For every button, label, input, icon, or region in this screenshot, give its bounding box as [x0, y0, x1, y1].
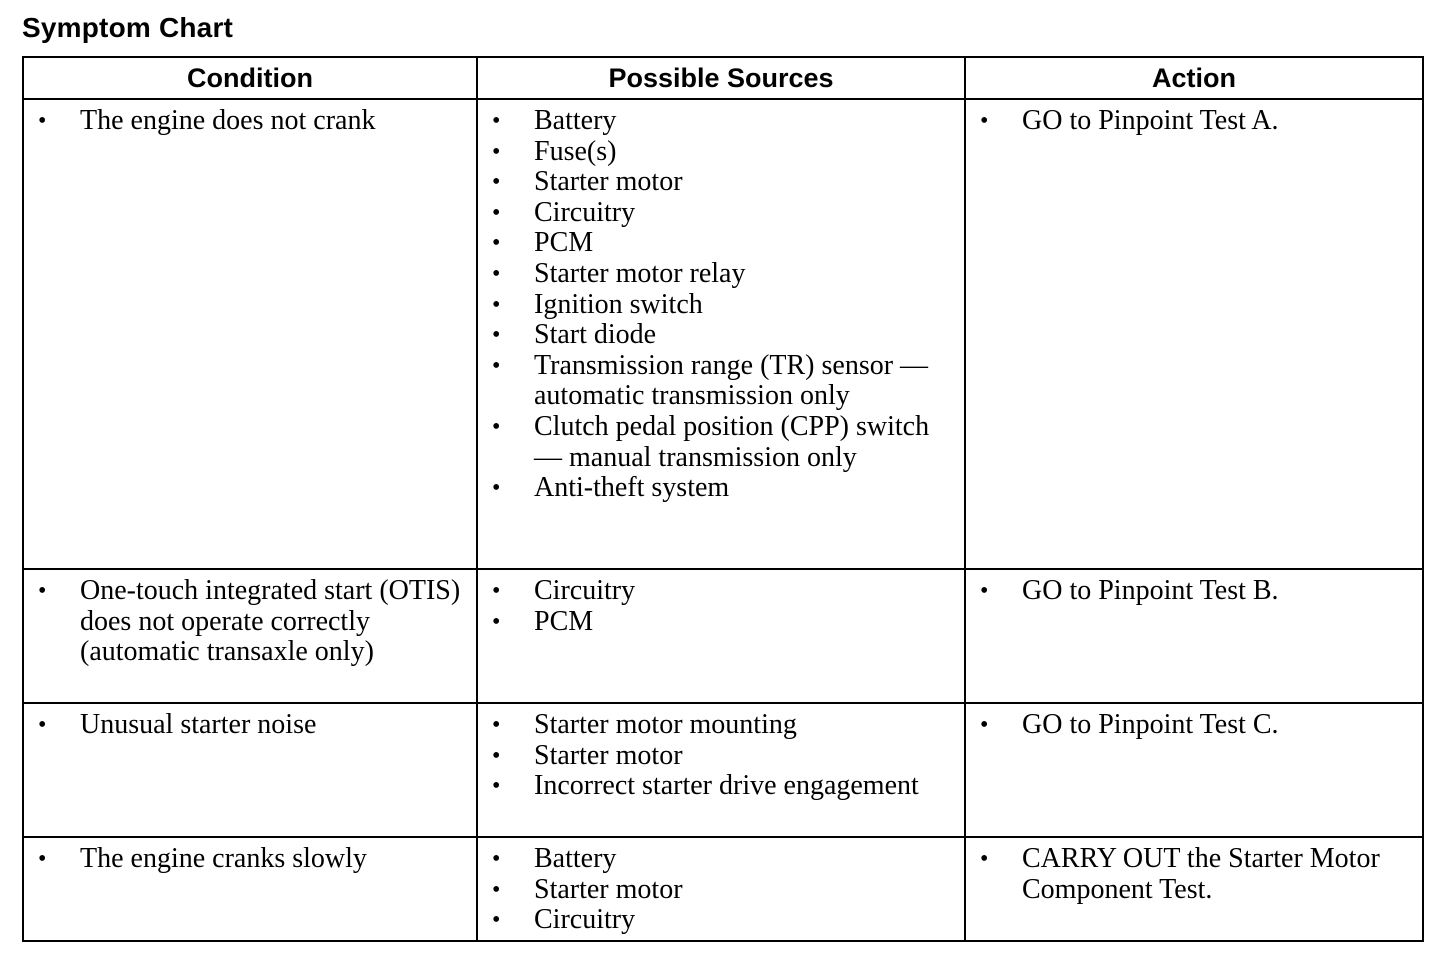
list-item: [478, 875, 964, 906]
bullet-icon: •: [980, 108, 989, 134]
sources-cell: [477, 703, 965, 837]
bullet-icon: •: [492, 322, 501, 349]
source-text: PCM: [534, 605, 594, 637]
source-text: Battery: [534, 105, 617, 136]
list-item: [478, 412, 964, 473]
source-text: Fuse(s): [534, 135, 617, 167]
bullet-icon: •: [980, 712, 989, 738]
bullet-icon: •: [492, 138, 501, 165]
condition-list: [24, 844, 476, 875]
condition-text: The engine does not crank: [80, 105, 376, 136]
list-item: [478, 228, 964, 259]
action-text: GO to Pinpoint Test B.: [1022, 575, 1279, 606]
action-cell: [965, 703, 1423, 837]
source-text: Circuitry: [534, 196, 636, 228]
source-text: Starter motor relay: [534, 257, 746, 289]
list-item: [478, 771, 964, 802]
bullet-icon: •: [492, 291, 501, 318]
source-text: PCM: [534, 227, 594, 259]
bullet-icon: •: [492, 108, 501, 134]
list-item: [478, 741, 964, 772]
list-item: [478, 844, 964, 875]
action-list: [966, 106, 1422, 137]
bullet-icon: •: [492, 846, 501, 872]
sources-cell: [477, 837, 965, 941]
sources-list: [478, 576, 964, 637]
condition-text: The engine cranks slowly: [80, 843, 367, 874]
bullet-icon: •: [492, 578, 501, 604]
source-text: Starter motor: [534, 873, 683, 905]
sources-list: [478, 844, 964, 936]
bullet-icon: •: [980, 578, 989, 604]
source-text: Starter motor: [534, 739, 683, 771]
header-condition: Condition: [23, 57, 477, 99]
condition-text: Unusual starter noise: [80, 709, 317, 740]
condition-cell: [23, 837, 477, 941]
bullet-icon: •: [492, 199, 501, 226]
table-row: [23, 569, 1423, 703]
source-text: Starter motor mounting: [534, 709, 797, 740]
bullet-icon: •: [492, 352, 501, 379]
action-list: [966, 844, 1422, 905]
list-item: [478, 106, 964, 137]
sources-cell: [477, 569, 965, 703]
source-text: Start diode: [534, 319, 657, 351]
source-text: Transmission range (TR) sensor — automatic transmission only: [534, 349, 929, 412]
bullet-icon: •: [38, 108, 47, 134]
condition-cell: [23, 99, 477, 569]
list-item: [478, 351, 964, 412]
bullet-icon: •: [492, 608, 501, 635]
bullet-icon: •: [38, 712, 47, 738]
action-text: CARRY OUT the Starter Motor Component Test.: [1022, 843, 1380, 905]
action-list: [966, 710, 1422, 741]
bullet-icon: •: [492, 876, 501, 903]
condition-list: [24, 576, 476, 668]
source-text: Ignition switch: [534, 288, 703, 320]
condition-list: [24, 710, 476, 741]
source-text: Clutch pedal position (CPP) switch — manual transmission only: [534, 410, 930, 473]
bullet-icon: •: [980, 846, 989, 872]
list-item: [24, 844, 476, 875]
bullet-icon: •: [38, 846, 47, 872]
list-item: [478, 259, 964, 290]
list-item: [478, 198, 964, 229]
list-item: [478, 290, 964, 321]
condition-text: One-touch integrated start (OTIS) does not operate correctly (automatic transaxle only): [80, 575, 461, 668]
list-item: [966, 106, 1422, 137]
source-text: Anti-theft system: [534, 472, 730, 504]
list-item: [24, 710, 476, 741]
condition-cell: [23, 569, 477, 703]
source-text: Circuitry: [534, 904, 636, 936]
sources-list: [478, 106, 964, 504]
bullet-icon: •: [492, 169, 501, 196]
header-action: Action: [965, 57, 1423, 99]
bullet-icon: •: [492, 712, 501, 738]
action-list: [966, 576, 1422, 607]
list-item: [478, 607, 964, 638]
source-text: Incorrect starter drive engagement: [534, 770, 919, 802]
list-item: [966, 844, 1422, 905]
source-text: Circuitry: [534, 575, 636, 606]
action-text: GO to Pinpoint Test A.: [1022, 105, 1279, 136]
list-item: [966, 576, 1422, 607]
bullet-icon: •: [492, 230, 501, 257]
bullet-icon: •: [492, 413, 501, 440]
list-item: [478, 473, 964, 504]
source-text: Battery: [534, 843, 617, 874]
list-item: [478, 576, 964, 607]
bullet-icon: •: [38, 578, 47, 604]
condition-list: [24, 106, 476, 137]
sources-cell: [477, 99, 965, 569]
table-row: [23, 837, 1423, 941]
page-title: Symptom Chart: [22, 12, 234, 43]
list-item: [966, 710, 1422, 741]
bullet-icon: •: [492, 260, 501, 287]
symptom-table: [22, 56, 1424, 942]
bullet-icon: •: [492, 475, 501, 502]
list-item: [24, 106, 476, 137]
header-row: [23, 57, 1423, 99]
action-text: GO to Pinpoint Test C.: [1022, 709, 1279, 740]
bullet-icon: •: [492, 907, 501, 934]
action-cell: [965, 569, 1423, 703]
condition-cell: [23, 703, 477, 837]
source-text: Starter motor: [534, 166, 683, 198]
table-row: [23, 99, 1423, 569]
table-row: [23, 703, 1423, 837]
list-item: [478, 710, 964, 741]
list-item: [478, 167, 964, 198]
list-item: [478, 137, 964, 168]
action-cell: [965, 99, 1423, 569]
bullet-icon: •: [492, 742, 501, 769]
action-cell: [965, 837, 1423, 941]
bullet-icon: •: [492, 773, 501, 800]
header-possible-sources: Possible Sources: [477, 57, 965, 99]
list-item: [478, 320, 964, 351]
list-item: [478, 905, 964, 936]
list-item: [24, 576, 476, 668]
sources-list: [478, 710, 964, 802]
